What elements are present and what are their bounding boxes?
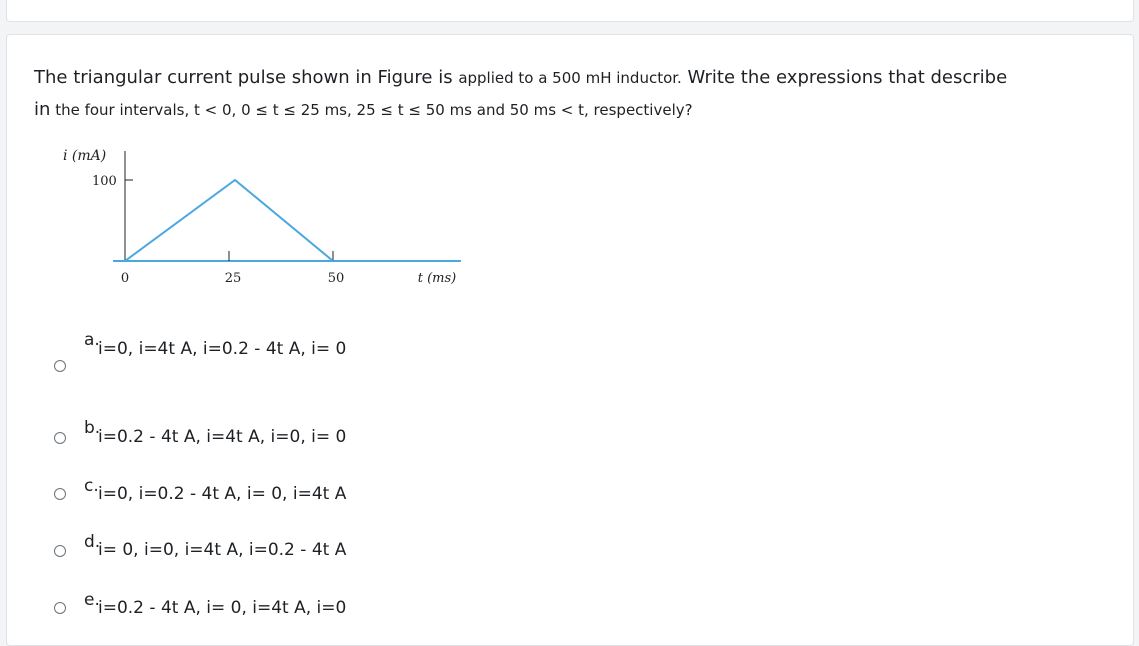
option-b-letter: b. [84, 418, 101, 438]
triangular-pulse [125, 180, 333, 261]
question-text-part5: the four intervals, t < 0, 0 ≤ t ≤ 25 ms, 25 ≤ t ≤ 50 ms and 50 ms < t, respectively? [50, 101, 693, 119]
option-c-text: i=0, i=0.2 - 4t A, i= 0, i=4t A [98, 484, 347, 504]
question-text-part3: Write the expressions that describe [681, 67, 1008, 88]
option-a-letter: a. [84, 330, 100, 350]
option-c-letter: c. [84, 476, 99, 496]
radio-option-d[interactable] [54, 545, 66, 557]
pulse-graph [57, 143, 477, 293]
previous-card [6, 0, 1134, 22]
x-tick-label-50: 50 [327, 271, 345, 286]
option-a-text: i=0, i=4t A, i=0.2 - 4t A, i= 0 [98, 339, 347, 359]
y-axis-label: i (mA) [63, 148, 107, 164]
option-e-letter: e. [84, 590, 100, 610]
question-text-part1: The triangular current pulse shown in Figure is [34, 67, 459, 88]
option-d-letter: d. [84, 532, 101, 552]
x-axis-label: t (ms) [417, 271, 457, 286]
y-tick-label: 100 [92, 174, 117, 189]
radio-option-e[interactable] [54, 602, 66, 614]
x-tick-label-25: 25 [224, 271, 242, 286]
x-tick-label-0: 0 [120, 271, 130, 286]
option-d-text: i= 0, i=0, i=4t A, i=0.2 - 4t A [98, 540, 347, 560]
question-text-part2: applied to a 500 mH inductor. [458, 69, 682, 87]
option-e-text: i=0.2 - 4t A, i= 0, i=4t A, i=0 [98, 598, 347, 618]
question-text-part4: in [34, 99, 51, 120]
current-pulse-figure [57, 143, 477, 293]
option-b-text: i=0.2 - 4t A, i=4t A, i=0, i= 0 [98, 427, 347, 447]
radio-option-b[interactable] [54, 432, 66, 444]
radio-option-c[interactable] [54, 488, 66, 500]
radio-option-a[interactable] [54, 360, 66, 372]
question-text [34, 62, 1114, 126]
